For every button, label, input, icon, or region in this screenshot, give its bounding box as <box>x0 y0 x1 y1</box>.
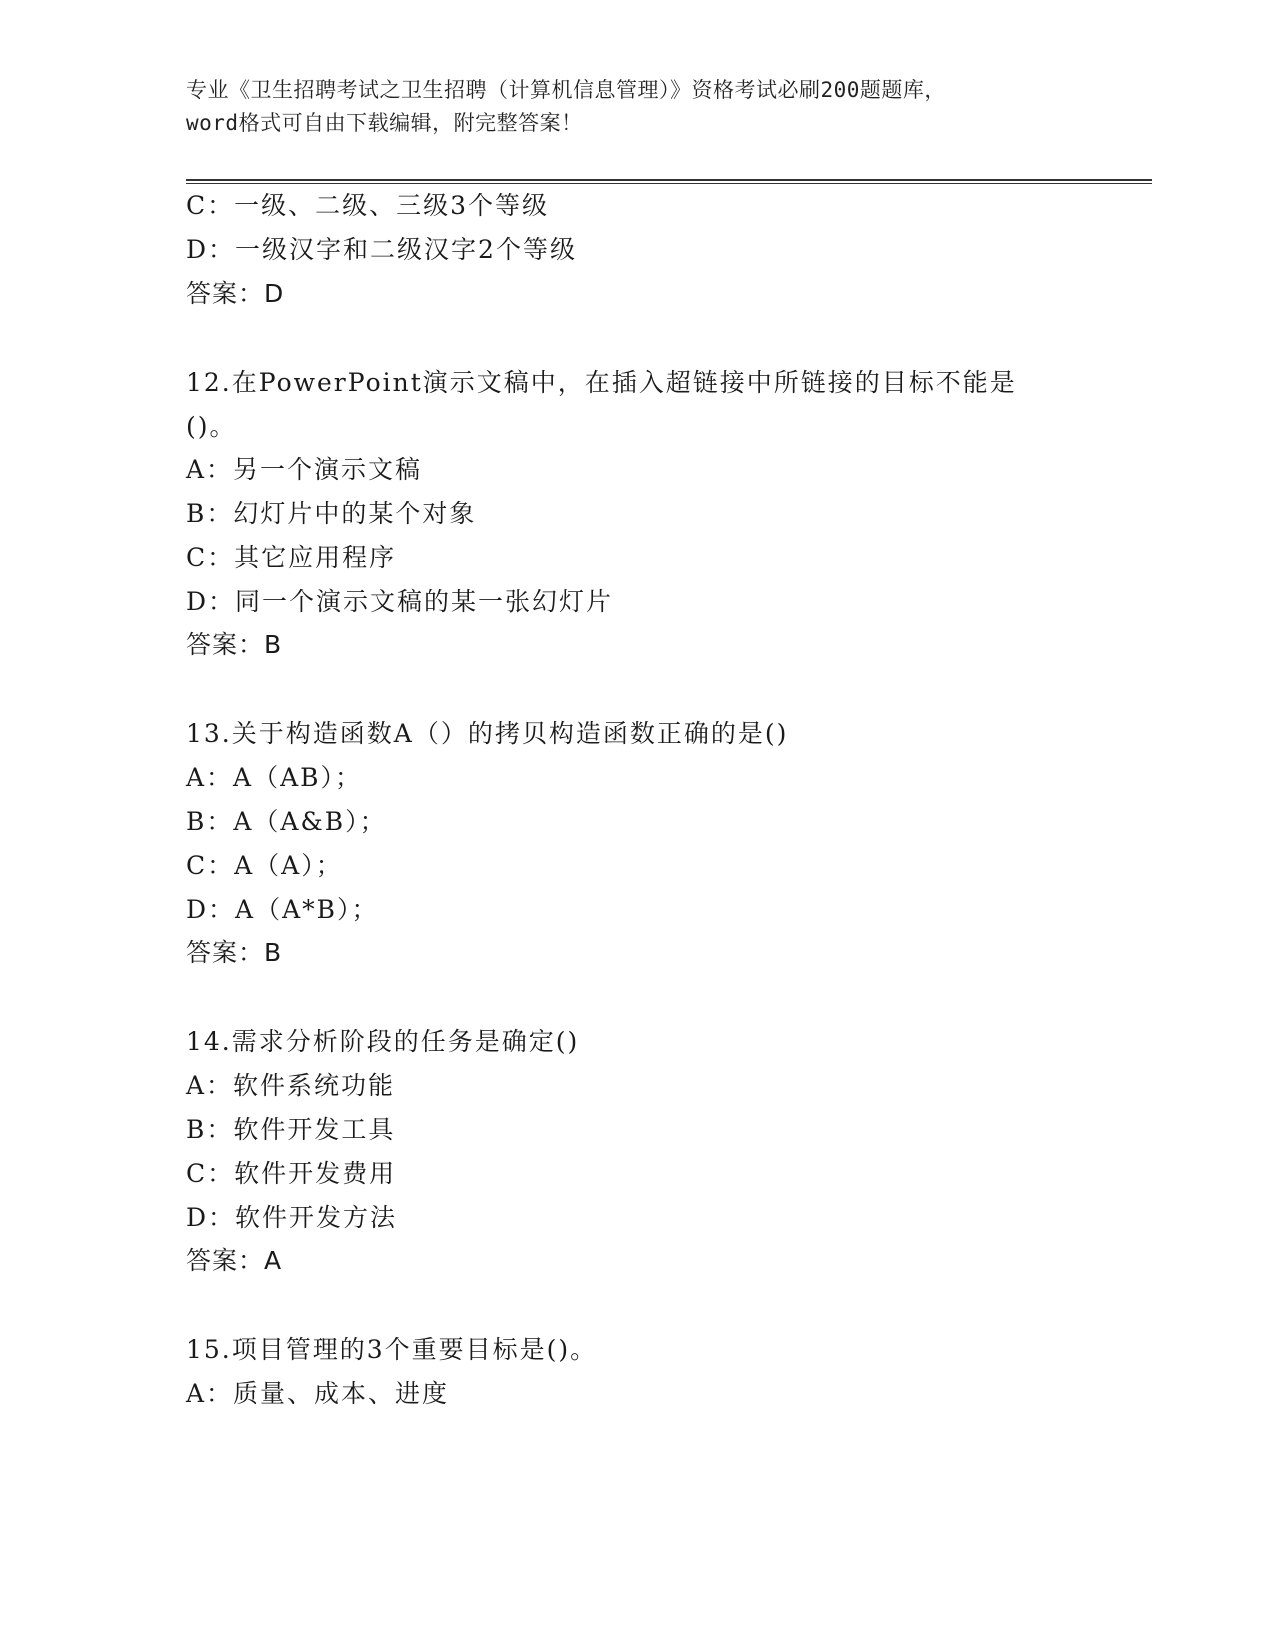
question-15: 15.项目管理的3个重要目标是()。 <box>186 1335 598 1364</box>
header-line-2: word格式可自由下载编辑，附完整答案！ <box>186 111 583 135</box>
document-header <box>186 74 1086 140</box>
q15-option-a: A：质量、成本、进度 <box>186 1379 450 1408</box>
q12-option-d: D：同一个演示文稿的某一张幻灯片 <box>186 587 614 616</box>
q13-option-a: A：A（AB）； <box>186 763 363 792</box>
q14-option-d: D：软件开发方法 <box>186 1203 398 1232</box>
header-divider-thick <box>186 179 1152 181</box>
option-d: D：一级汉字和二级汉字2个等级 <box>186 235 577 264</box>
question-12-cont: ()。 <box>186 412 237 441</box>
answer-12: 答案：B <box>186 630 283 659</box>
q13-option-b: B：A（A&B）； <box>186 807 387 836</box>
q12-option-c: C：其它应用程序 <box>186 543 397 572</box>
q14-option-c: C：软件开发费用 <box>186 1159 397 1188</box>
q13-option-c: C：A（A）； <box>186 851 343 880</box>
answer-14: 答案：A <box>186 1246 283 1275</box>
q12-option-b: B：幻灯片中的某个对象 <box>186 499 477 528</box>
header-divider-thin <box>186 183 1152 184</box>
header-line-1: 专业《卫生招聘考试之卫生招聘（计算机信息管理）》资格考试必刷200题题库， <box>186 78 946 102</box>
q14-option-b: B：软件开发工具 <box>186 1115 396 1144</box>
question-13: 13.关于构造函数A（）的拷贝构造函数正确的是() <box>186 719 789 748</box>
q12-option-a: A：另一个演示文稿 <box>186 455 423 484</box>
option-c: C：一级、二级、三级3个等级 <box>186 191 550 220</box>
question-14: 14.需求分析阶段的任务是确定() <box>186 1027 580 1056</box>
answer-13: 答案：B <box>186 938 283 967</box>
q13-option-d: D：A（A*B）； <box>186 895 379 924</box>
answer-11: 答案：D <box>186 279 285 308</box>
question-12: 12.在PowerPoint演示文稿中，在插入超链接中所链接的目标不能是 <box>186 368 1017 397</box>
q14-option-a: A：软件系统功能 <box>186 1071 396 1100</box>
